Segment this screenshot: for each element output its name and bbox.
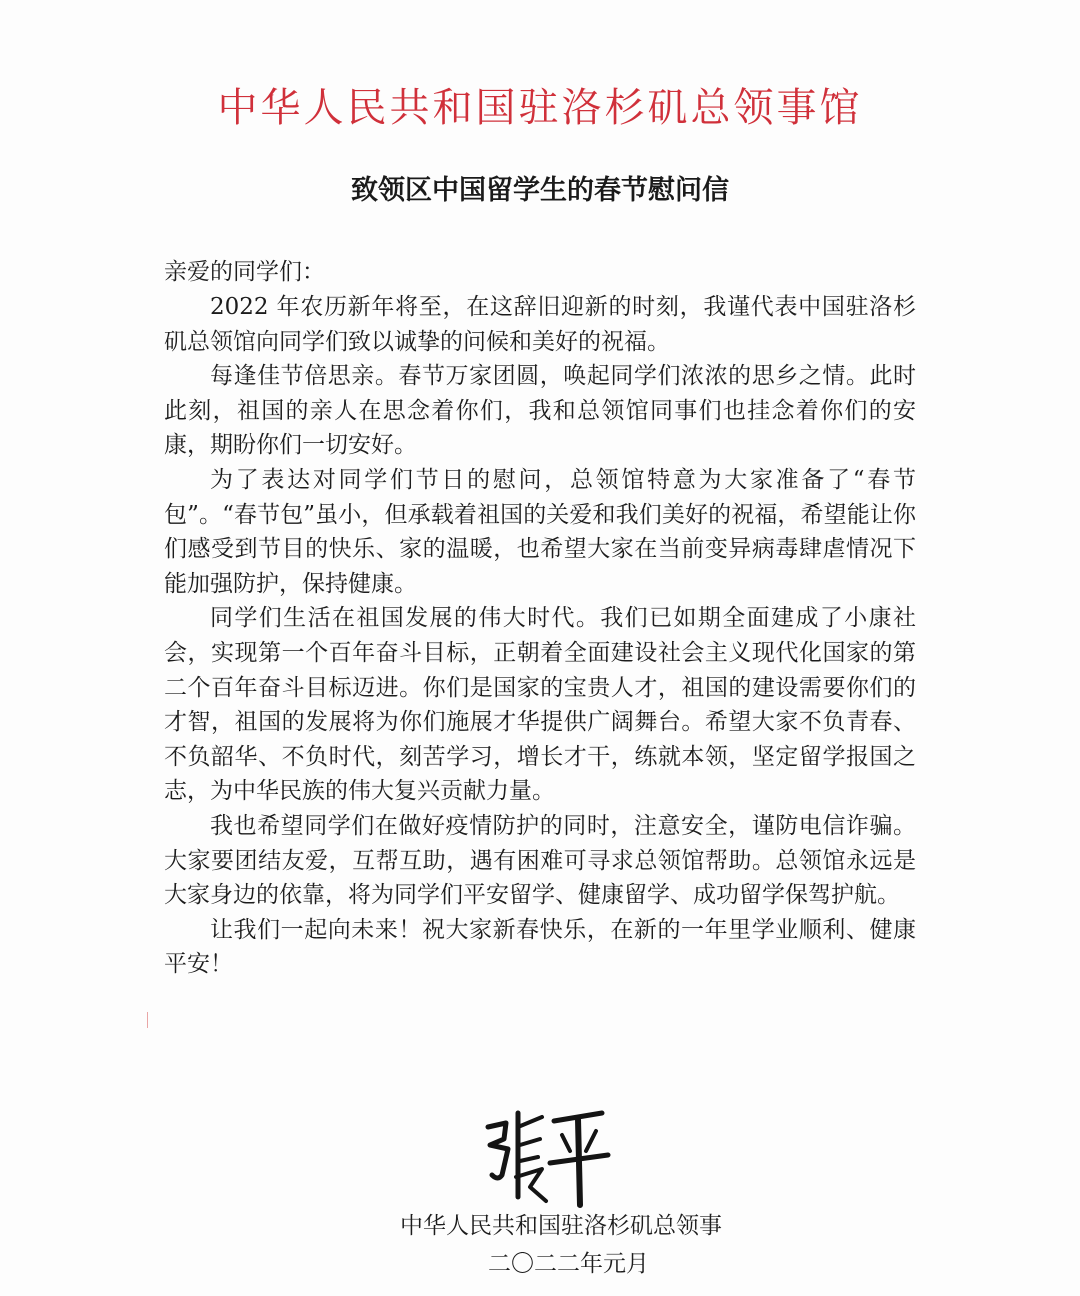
letter-body (164, 290, 916, 982)
margin-mark (147, 1012, 152, 1028)
paragraph-5: 我也希望同学们在做好疫情防护的同时，注意安全，谨防电信诈骗。大家要团结友爱，互帮互助，遇有困难可寻求总领馆帮助。总领馆永远是大家身边的依靠，将为同学们平安留学、健康留学、成功留学保驾护航。 (164, 812, 916, 909)
salutation: 亲爱的同学们： (164, 259, 325, 285)
letter-subject: 致领区中国留学生的春节慰问信 (351, 175, 729, 206)
handwritten-signature (478, 1105, 618, 1210)
signer-title: 中华人民共和国驻洛杉矶总领事 (400, 1213, 722, 1239)
paragraph-3: 为了表达对同学们节日的慰问，总领馆特意为大家准备了“春节包”。“春节包”虽小，但承载着祖国的关爱和我们美好的祝福，希望能让你们感受到节目的快乐、家的温暖，也希望大家在当前变异病毒肆虐情况下能加强防护，保持健康。 (164, 466, 916, 597)
paragraph-2: 每逢佳节倍思亲。春节万家团圆，唤起同学们浓浓的思乡之情。此时此刻，祖国的亲人在思念着你们，我和总领馆同事们也挂念着你们的安康，期盼你们一切安好。 (164, 363, 916, 459)
letterhead-title: 中华人民共和国驻洛杉矶总领事馆 (217, 85, 863, 131)
paragraph-1: 2022 年农历新年将至，在这辞旧迎新的时刻，我谨代表中国驻洛杉矶总领馆向同学们致以诚挚的问候和美好的祝福。 (164, 294, 916, 355)
paragraph-4: 同学们生活在祖国发展的伟大时代。我们已如期全面建成了小康社会，实现第一个百年奋斗目标，正朝着全面建设社会主义现代化国家的第二个百年奋斗目标迈进。你们是国家的宝贵人才，祖国的建设需要你们的才智，祖国的发展将为你们施展才华提供广阔舞台。希望大家不负青春、不负韶华、不负时代，刻苦学习，增长才干，练就本领，坚定留学报国之志，为中华民族的伟大复兴贡献力量。 (164, 605, 916, 805)
signature-drawing (478, 1105, 618, 1210)
letter-date: 二〇二二年元月 (488, 1251, 649, 1277)
paragraph-6: 让我们一起向未来！祝大家新春快乐，在新的一年里学业顺利、健康平安！ (164, 916, 916, 978)
